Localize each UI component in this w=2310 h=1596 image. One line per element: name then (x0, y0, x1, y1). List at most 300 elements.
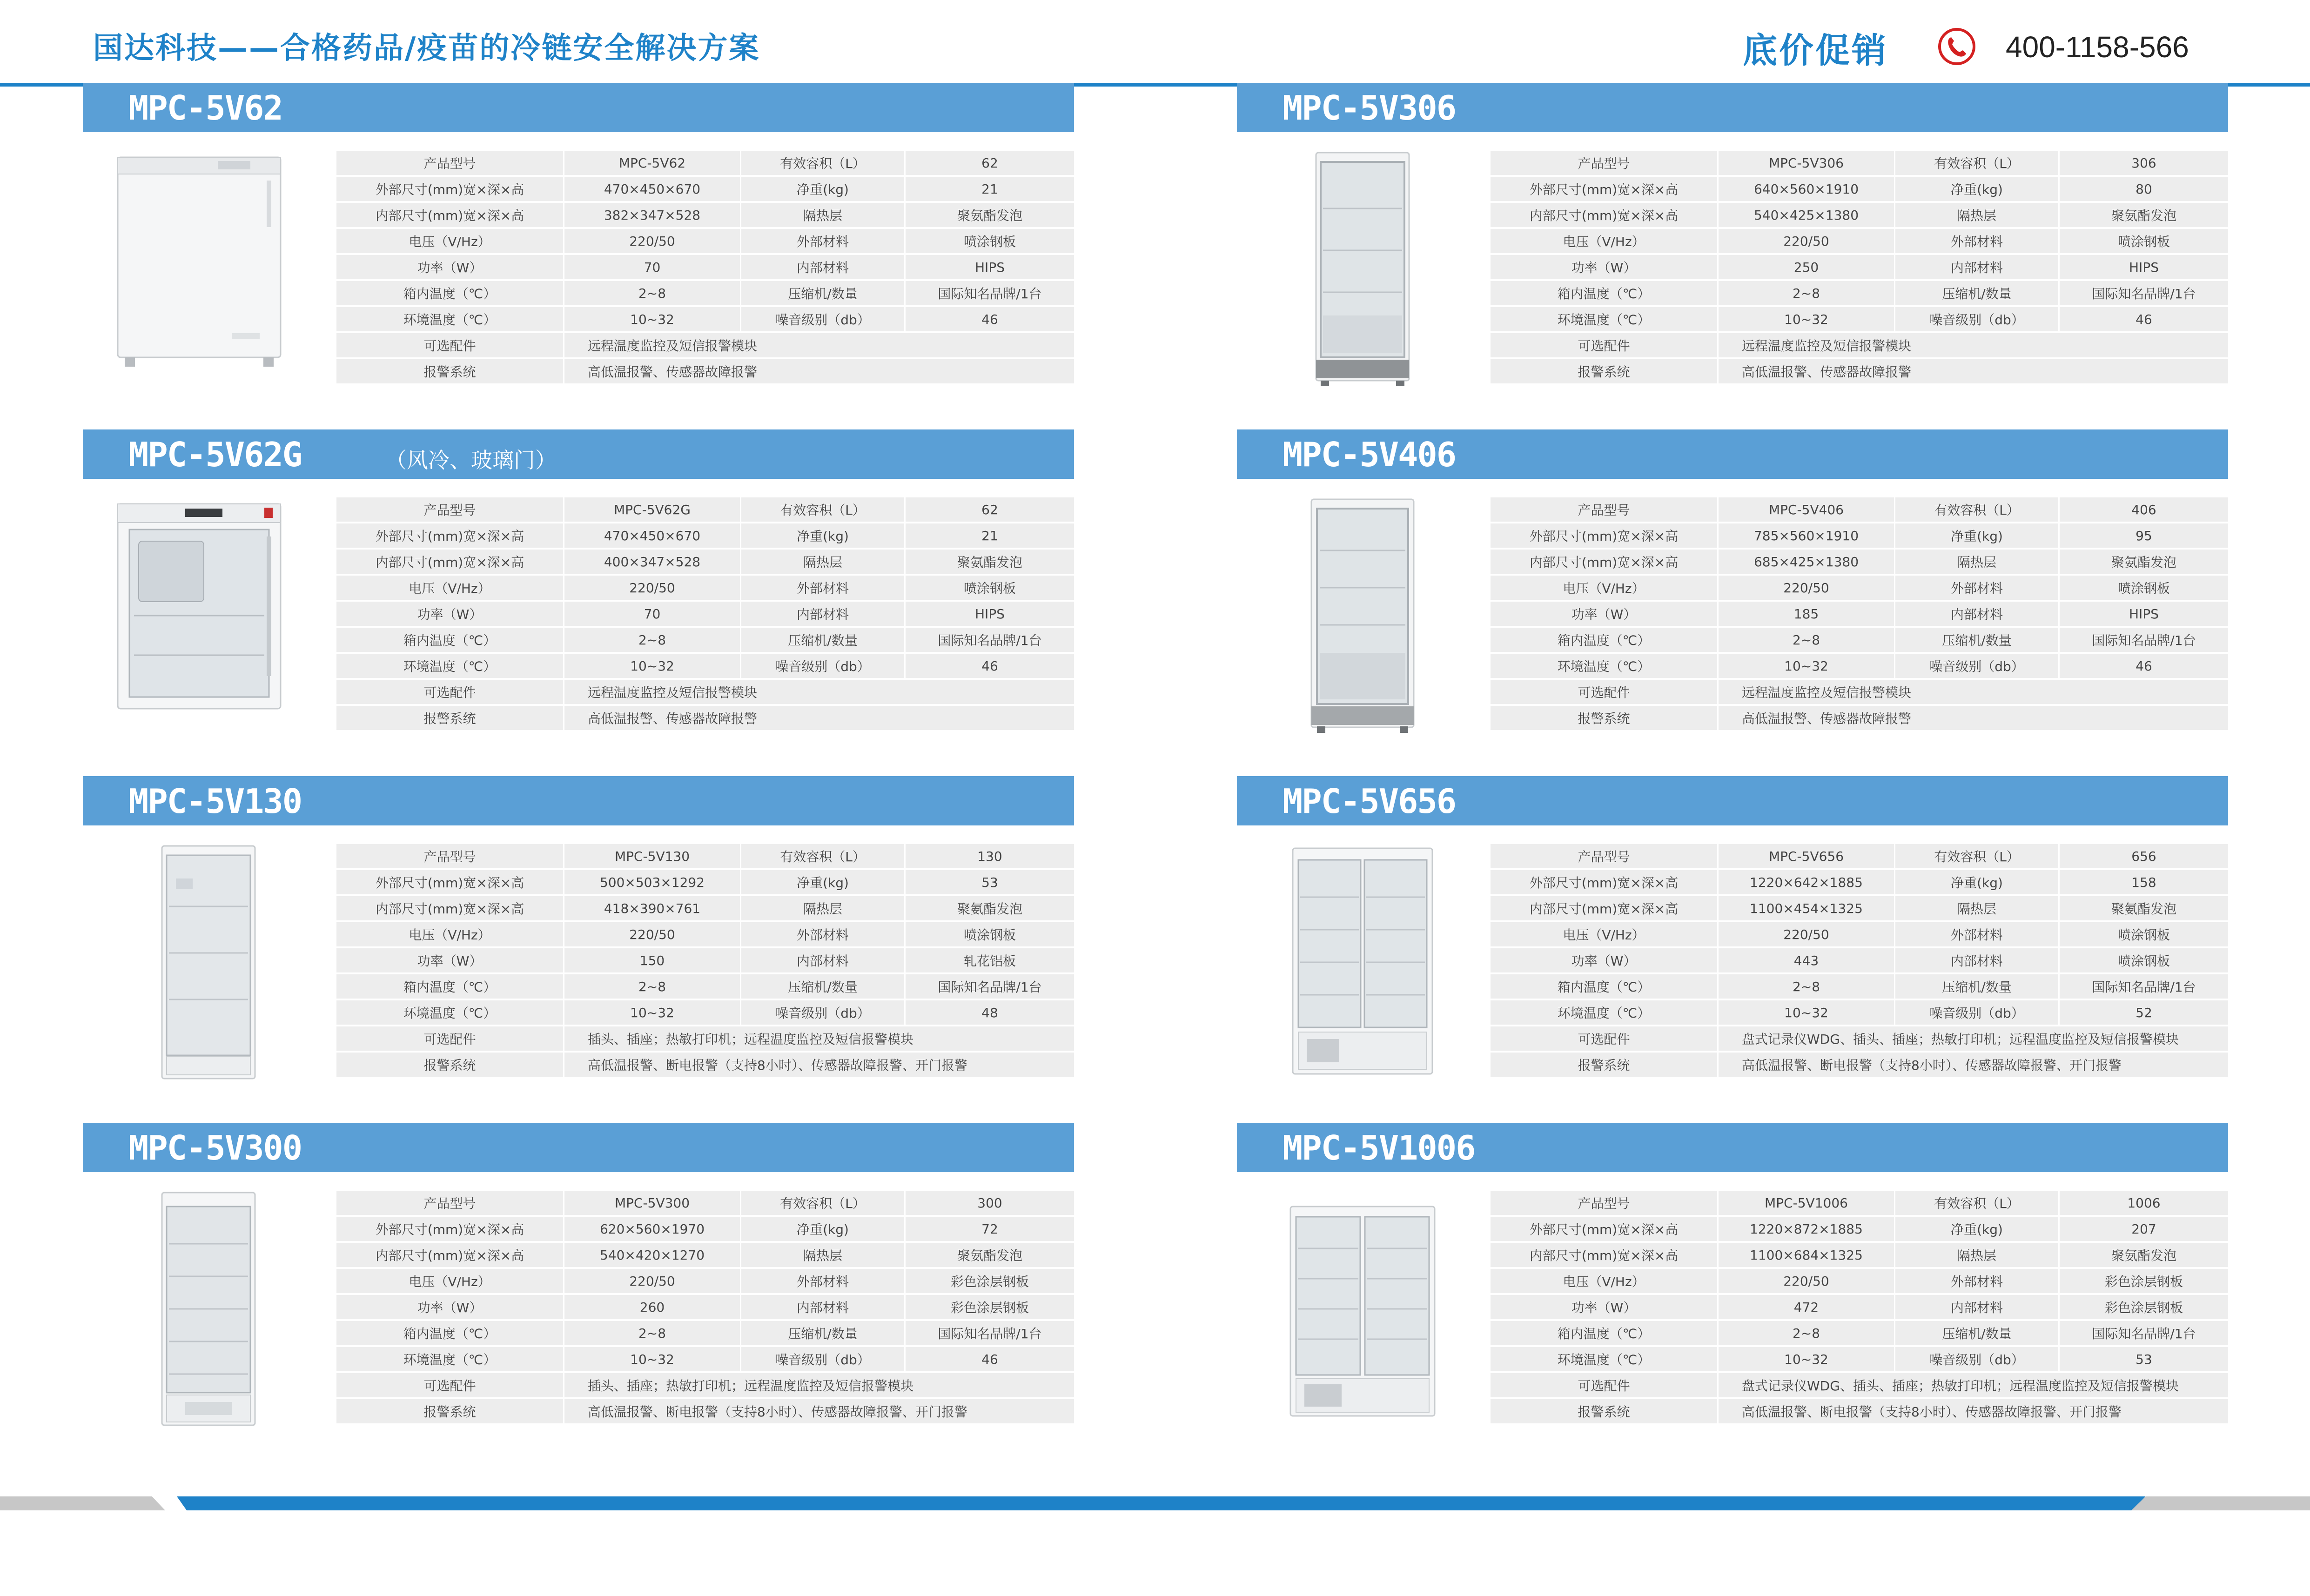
model-title: MPC-5V130 (128, 782, 302, 821)
spec-label: 外部尺寸(mm)宽×深×高 (336, 870, 563, 894)
spec-value: 2~8 (1717, 281, 1894, 305)
slogan: 国达科技——合格药品/疫苗的冷链安全解决方案 (93, 31, 760, 66)
spec-label: 可选配件 (1491, 333, 1717, 357)
page-header (0, 0, 2310, 88)
spec-value: 10~32 (1717, 307, 1894, 331)
spec-label: 可选配件 (1491, 680, 1717, 704)
spec-label: 内部尺寸(mm)宽×深×高 (336, 1243, 563, 1267)
spec-value: 300 (904, 1191, 1074, 1215)
spec-label: 压缩机/数量 (1894, 281, 2058, 305)
model-note: （风冷、玻璃门） (385, 448, 557, 473)
spec-label: 内部尺寸(mm)宽×深×高 (1491, 1243, 1717, 1267)
spec-value: MPC-5V300 (563, 1191, 740, 1215)
spec-row (336, 1243, 1074, 1267)
spec-label: 外部尺寸(mm)宽×深×高 (336, 1217, 563, 1241)
model-title: MPC-5V62 (128, 88, 282, 127)
spec-value: 国际知名品牌/1台 (2058, 281, 2228, 305)
spec-row (336, 706, 1074, 730)
spec-value: 高低温报警、断电报警（支持8小时）、传感器故障报警、开门报警 (563, 1053, 1074, 1077)
spec-value: 国际知名品牌/1台 (904, 628, 1074, 652)
spec-value: 高低温报警、断电报警（支持8小时）、传感器故障报警、开门报警 (563, 1399, 1074, 1423)
spec-value: 聚氨酯发泡 (2058, 896, 2228, 920)
product-section (1237, 429, 2228, 755)
spec-label: 外部材料 (740, 922, 904, 946)
spec-label: 隔热层 (1894, 896, 2058, 920)
product-section (1237, 1123, 2228, 1448)
spec-label: 噪音级别（db） (1894, 1347, 2058, 1371)
spec-value: 10~32 (563, 1000, 740, 1025)
spec-row (1491, 177, 2228, 201)
spec-value: 46 (904, 307, 1074, 331)
spec-value: 1100×684×1325 (1717, 1243, 1894, 1267)
spec-label: 功率（W） (1491, 255, 1717, 279)
spec-label: 内部材料 (1894, 948, 2058, 972)
spec-row (336, 497, 1074, 522)
spec-value: MPC-5V62 (563, 151, 740, 175)
spec-label: 电压（V/Hz） (336, 576, 563, 600)
spec-label: 内部材料 (1894, 1295, 2058, 1319)
spec-label: 功率（W） (336, 255, 563, 279)
spec-label: 隔热层 (1894, 1243, 2058, 1267)
spec-label: 报警系统 (336, 1053, 563, 1077)
spec-value: MPC-5V406 (1717, 497, 1894, 522)
spec-label: 可选配件 (336, 333, 563, 357)
spec-value: 高低温报警、传感器故障报警 (1717, 706, 2228, 730)
spec-value: 远程温度监控及短信报警模块 (563, 333, 1074, 357)
spec-value: 150 (563, 948, 740, 972)
spec-row (1491, 151, 2228, 175)
spec-value: MPC-5V1006 (1717, 1191, 1894, 1215)
spec-value: 500×503×1292 (563, 870, 740, 894)
spec-row (1491, 1295, 2228, 1319)
spec-row (1491, 1373, 2228, 1397)
spec-value: 46 (2058, 654, 2228, 678)
spec-row (336, 1373, 1074, 1397)
spec-row (336, 602, 1074, 626)
spec-label: 净重(kg) (1894, 1217, 2058, 1241)
spec-label: 功率（W） (1491, 948, 1717, 972)
spec-value: 540×425×1380 (1717, 203, 1894, 227)
spec-label: 功率（W） (336, 602, 563, 626)
spec-row (336, 844, 1074, 868)
spec-label: 内部尺寸(mm)宽×深×高 (1491, 896, 1717, 920)
spec-value: 53 (904, 870, 1074, 894)
spec-label: 压缩机/数量 (1894, 974, 2058, 999)
spec-value: 48 (904, 1000, 1074, 1025)
spec-row (1491, 680, 2228, 704)
spec-value: 10~32 (563, 307, 740, 331)
spec-row (1491, 1217, 2228, 1241)
spec-row (336, 1347, 1074, 1371)
spec-label: 箱内温度（℃） (1491, 974, 1717, 999)
spec-value: 220/50 (1717, 576, 1894, 600)
spec-value: 400×347×528 (563, 550, 740, 574)
model-bar (1237, 776, 2228, 825)
spec-value: 2~8 (1717, 1321, 1894, 1345)
spec-label: 电压（V/Hz） (1491, 922, 1717, 946)
spec-label: 压缩机/数量 (1894, 1321, 2058, 1345)
spec-label: 产品型号 (336, 497, 563, 522)
spec-row (1491, 706, 2228, 730)
spec-value: 260 (563, 1295, 740, 1319)
spec-value: 220/50 (1717, 1269, 1894, 1293)
spec-label: 报警系统 (1491, 706, 1717, 730)
spec-value: 高低温报警、传感器故障报警 (1717, 359, 2228, 383)
spec-label: 箱内温度（℃） (336, 281, 563, 305)
spec-label: 箱内温度（℃） (1491, 281, 1717, 305)
spec-label: 净重(kg) (1894, 870, 2058, 894)
model-title: MPC-5V1006 (1283, 1128, 1475, 1167)
model-bar (83, 1123, 1074, 1172)
spec-value: 62 (904, 497, 1074, 522)
spec-value: 70 (563, 602, 740, 626)
spec-row (1491, 1347, 2228, 1371)
spec-label: 噪音级别（db） (1894, 1000, 2058, 1025)
spec-value: 聚氨酯发泡 (904, 1243, 1074, 1267)
spec-value: 418×390×761 (563, 896, 740, 920)
spec-label: 外部材料 (740, 576, 904, 600)
model-bar (83, 83, 1074, 132)
spec-row (1491, 281, 2228, 305)
spec-value: 52 (2058, 1000, 2228, 1025)
spec-label: 有效容积（L） (1894, 1191, 2058, 1215)
spec-value: 10~32 (1717, 654, 1894, 678)
spec-label: 报警系统 (336, 359, 563, 383)
spec-value: 470×450×670 (563, 177, 740, 201)
spec-row (336, 948, 1074, 972)
spec-value: 21 (904, 523, 1074, 548)
spec-value: 国际知名品牌/1台 (904, 974, 1074, 999)
spec-label: 环境温度（℃） (336, 307, 563, 331)
spec-label: 压缩机/数量 (740, 974, 904, 999)
spec-label: 净重(kg) (1894, 523, 2058, 548)
spec-row (1491, 1269, 2228, 1293)
spec-value: 185 (1717, 602, 1894, 626)
spec-label: 产品型号 (336, 844, 563, 868)
spec-table (336, 149, 1074, 385)
spec-value: 785×560×1910 (1717, 523, 1894, 548)
spec-row (1491, 1000, 2228, 1025)
spec-label: 环境温度（℃） (1491, 654, 1717, 678)
model-title: MPC-5V656 (1283, 782, 1456, 821)
spec-value: 2~8 (1717, 974, 1894, 999)
spec-row (1491, 948, 2228, 972)
spec-label: 外部材料 (1894, 576, 2058, 600)
spec-label: 压缩机/数量 (740, 1321, 904, 1345)
spec-value: 远程温度监控及短信报警模块 (563, 680, 1074, 704)
spec-row (336, 1000, 1074, 1025)
spec-value: 2~8 (563, 628, 740, 652)
spec-row (1491, 1321, 2228, 1345)
spec-value: 220/50 (563, 1269, 740, 1293)
spec-row (336, 1269, 1074, 1293)
spec-label: 报警系统 (336, 706, 563, 730)
fridge-image-double-door (1237, 841, 1470, 1083)
spec-value: 220/50 (1717, 922, 1894, 946)
fridge-image-single-tall (83, 1188, 316, 1430)
spec-label: 隔热层 (740, 1243, 904, 1267)
spec-table (336, 1189, 1074, 1425)
spec-row (1491, 654, 2228, 678)
spec-value: 聚氨酯发泡 (2058, 1243, 2228, 1267)
product-section (1237, 83, 2228, 409)
spec-value: 彩色涂层钢板 (2058, 1295, 2228, 1319)
spec-value: HIPS (2058, 255, 2228, 279)
spec-label: 电压（V/Hz） (1491, 1269, 1717, 1293)
spec-label: 电压（V/Hz） (336, 229, 563, 253)
spec-value: 250 (1717, 255, 1894, 279)
spec-label: 噪音级别（db） (740, 307, 904, 331)
spec-label: 报警系统 (336, 1399, 563, 1423)
spec-label: 有效容积（L） (1894, 497, 2058, 522)
spec-label: 可选配件 (1491, 1026, 1717, 1051)
spec-label: 环境温度（℃） (336, 1000, 563, 1025)
spec-label: 功率（W） (336, 948, 563, 972)
spec-row (336, 628, 1074, 652)
spec-table (336, 496, 1074, 732)
spec-value: 46 (2058, 307, 2228, 331)
spec-value: 62 (904, 151, 1074, 175)
spec-label: 净重(kg) (740, 870, 904, 894)
footer-stripe-right (2131, 1496, 2310, 1510)
spec-row (336, 1217, 1074, 1241)
model-bar (1237, 1123, 2228, 1172)
spec-row (336, 307, 1074, 331)
spec-row (1491, 1026, 2228, 1051)
spec-value: 喷涂钢板 (2058, 576, 2228, 600)
spec-row (336, 1191, 1074, 1215)
spec-label: 功率（W） (336, 1295, 563, 1319)
product-section (1237, 776, 2228, 1102)
spec-label: 净重(kg) (1894, 177, 2058, 201)
spec-row (1491, 550, 2228, 574)
spec-value: 540×420×1270 (563, 1243, 740, 1267)
spec-value: MPC-5V130 (563, 844, 740, 868)
phone-icon (1937, 27, 1976, 66)
spec-row (1491, 229, 2228, 253)
spec-label: 压缩机/数量 (740, 628, 904, 652)
spec-row (1491, 974, 2228, 999)
spec-label: 外部尺寸(mm)宽×深×高 (1491, 177, 1717, 201)
footer-stripe-left (0, 1496, 165, 1510)
spec-label: 外部尺寸(mm)宽×深×高 (336, 523, 563, 548)
spec-label: 内部材料 (1894, 602, 2058, 626)
spec-label: 有效容积（L） (1894, 844, 2058, 868)
spec-value: 喷涂钢板 (2058, 229, 2228, 253)
spec-label: 可选配件 (1491, 1373, 1717, 1397)
spec-value: 喷涂钢板 (904, 576, 1074, 600)
fridge-image-small-solid (83, 148, 316, 390)
spec-value: 21 (904, 177, 1074, 201)
spec-label: 噪音级别（db） (740, 1000, 904, 1025)
spec-row (1491, 844, 2228, 868)
spec-value: 聚氨酯发泡 (2058, 550, 2228, 574)
spec-label: 内部材料 (740, 1295, 904, 1319)
spec-value: 10~32 (563, 654, 740, 678)
spec-label: 外部材料 (1894, 229, 2058, 253)
spec-label: 箱内温度（℃） (336, 1321, 563, 1345)
spec-table (1491, 496, 2228, 732)
spec-value: 远程温度监控及短信报警模块 (1717, 680, 2228, 704)
spec-label: 电压（V/Hz） (336, 1269, 563, 1293)
phone-number: 400-1158-566 (2006, 30, 2189, 64)
spec-value: 306 (2058, 151, 2228, 175)
spec-label: 内部材料 (740, 255, 904, 279)
spec-label: 可选配件 (336, 680, 563, 704)
spec-label: 噪音级别（db） (1894, 654, 2058, 678)
spec-value: 高低温报警、断电报警（支持8小时）、传感器故障报警、开门报警 (1717, 1053, 2228, 1077)
spec-value: 95 (2058, 523, 2228, 548)
spec-row (336, 974, 1074, 999)
spec-row (1491, 359, 2228, 383)
spec-label: 箱内温度（℃） (1491, 628, 1717, 652)
spec-label: 功率（W） (1491, 1295, 1717, 1319)
promo-label: 底价促销 (1743, 31, 1888, 71)
spec-label: 可选配件 (336, 1026, 563, 1051)
spec-row (336, 333, 1074, 357)
spec-table (1491, 842, 2228, 1079)
spec-value: 聚氨酯发泡 (2058, 203, 2228, 227)
spec-label: 环境温度（℃） (1491, 1000, 1717, 1025)
spec-label: 产品型号 (1491, 1191, 1717, 1215)
spec-row (1491, 307, 2228, 331)
spec-label: 外部材料 (740, 1269, 904, 1293)
spec-row (336, 896, 1074, 920)
spec-row (1491, 602, 2228, 626)
spec-value: MPC-5V306 (1717, 151, 1894, 175)
fridge-image-small-glass (83, 495, 316, 737)
spec-value: 70 (563, 255, 740, 279)
spec-label: 噪音级别（db） (740, 654, 904, 678)
spec-value: 80 (2058, 177, 2228, 201)
spec-value: 彩色涂层钢板 (2058, 1269, 2228, 1293)
spec-value: MPC-5V656 (1717, 844, 1894, 868)
spec-label: 外部尺寸(mm)宽×深×高 (1491, 870, 1717, 894)
spec-label: 噪音级别（db） (740, 1347, 904, 1371)
spec-label: 内部尺寸(mm)宽×深×高 (1491, 203, 1717, 227)
spec-label: 压缩机/数量 (1894, 628, 2058, 652)
spec-row (336, 1321, 1074, 1345)
spec-row (336, 1026, 1074, 1051)
model-bar (1237, 429, 2228, 479)
spec-label: 有效容积（L） (740, 1191, 904, 1215)
spec-label: 产品型号 (1491, 497, 1717, 522)
spec-row (336, 1399, 1074, 1423)
spec-label: 内部尺寸(mm)宽×深×高 (1491, 550, 1717, 574)
spec-label: 外部材料 (740, 229, 904, 253)
spec-value: 盘式记录仪WDG、插头、插座；热敏打印机；远程温度监控及短信报警模块 (1717, 1026, 2228, 1051)
spec-value: MPC-5V62G (563, 497, 740, 522)
spec-value: 220/50 (1717, 229, 1894, 253)
spec-row (336, 654, 1074, 678)
spec-row (1491, 628, 2228, 652)
spec-value: 685×425×1380 (1717, 550, 1894, 574)
spec-row (1491, 1243, 2228, 1267)
spec-label: 压缩机/数量 (740, 281, 904, 305)
spec-value: 2~8 (563, 1321, 740, 1345)
spec-label: 有效容积（L） (740, 151, 904, 175)
spec-value: 53 (2058, 1347, 2228, 1371)
spec-value: 406 (2058, 497, 2228, 522)
fridge-image-single-tall (1237, 495, 1470, 737)
spec-row (336, 151, 1074, 175)
spec-label: 外部尺寸(mm)宽×深×高 (1491, 523, 1717, 548)
spec-row (1491, 523, 2228, 548)
spec-label: 净重(kg) (740, 1217, 904, 1241)
spec-value: 640×560×1910 (1717, 177, 1894, 201)
spec-value: 382×347×528 (563, 203, 740, 227)
spec-label: 可选配件 (336, 1373, 563, 1397)
spec-value: 聚氨酯发泡 (904, 203, 1074, 227)
spec-label: 电压（V/Hz） (1491, 229, 1717, 253)
spec-row (336, 550, 1074, 574)
spec-value: HIPS (2058, 602, 2228, 626)
spec-value: 130 (904, 844, 1074, 868)
spec-row (1491, 497, 2228, 522)
model-title: MPC-5V406 (1283, 435, 1456, 474)
spec-value: 1100×454×1325 (1717, 896, 1894, 920)
spec-value: 46 (904, 1347, 1074, 1371)
spec-value: 国际知名品牌/1台 (2058, 1321, 2228, 1345)
spec-label: 内部材料 (740, 602, 904, 626)
model-title: MPC-5V62G (128, 435, 302, 474)
spec-value: 插头、插座；热敏打印机；远程温度监控及短信报警模块 (563, 1026, 1074, 1051)
spec-label: 有效容积（L） (740, 844, 904, 868)
spec-value: 220/50 (563, 229, 740, 253)
spec-value: 聚氨酯发泡 (904, 550, 1074, 574)
model-title: MPC-5V306 (1283, 88, 1456, 127)
spec-label: 功率（W） (1491, 602, 1717, 626)
fridge-image-single-tall (83, 841, 316, 1083)
fridge-image-double-door (1237, 1188, 1470, 1430)
spec-row (336, 1295, 1074, 1319)
spec-value: 彩色涂层钢板 (904, 1269, 1074, 1293)
spec-label: 报警系统 (1491, 1399, 1717, 1423)
footer-stripe-main (177, 1496, 2145, 1510)
spec-label: 有效容积（L） (740, 497, 904, 522)
spec-label: 产品型号 (1491, 844, 1717, 868)
spec-value: 46 (904, 654, 1074, 678)
spec-value: 高低温报警、传感器故障报警 (563, 706, 1074, 730)
spec-label: 报警系统 (1491, 1053, 1717, 1077)
spec-row (336, 255, 1074, 279)
spec-value: 高低温报警、传感器故障报警 (563, 359, 1074, 383)
spec-label: 隔热层 (740, 203, 904, 227)
spec-value: 插头、插座；热敏打印机；远程温度监控及短信报警模块 (563, 1373, 1074, 1397)
spec-value: 10~32 (1717, 1347, 1894, 1371)
spec-row (1491, 922, 2228, 946)
spec-label: 报警系统 (1491, 359, 1717, 383)
spec-table (336, 842, 1074, 1079)
spec-value: 10~32 (1717, 1000, 1894, 1025)
spec-value: 轧花铝板 (904, 948, 1074, 972)
spec-table (1491, 1189, 2228, 1425)
spec-value: HIPS (904, 255, 1074, 279)
spec-value: 喷涂钢板 (2058, 922, 2228, 946)
spec-value: 喷涂钢板 (904, 922, 1074, 946)
spec-label: 产品型号 (1491, 151, 1717, 175)
spec-label: 电压（V/Hz） (1491, 576, 1717, 600)
spec-value: 高低温报警、断电报警（支持8小时）、传感器故障报警、开门报警 (1717, 1399, 2228, 1423)
spec-value: 470×450×670 (563, 523, 740, 548)
spec-row (336, 359, 1074, 383)
spec-row (336, 203, 1074, 227)
spec-value: 443 (1717, 948, 1894, 972)
spec-row (1491, 255, 2228, 279)
spec-label: 环境温度（℃） (336, 1347, 563, 1371)
spec-value: 国际知名品牌/1台 (904, 281, 1074, 305)
product-section (83, 1123, 1074, 1448)
